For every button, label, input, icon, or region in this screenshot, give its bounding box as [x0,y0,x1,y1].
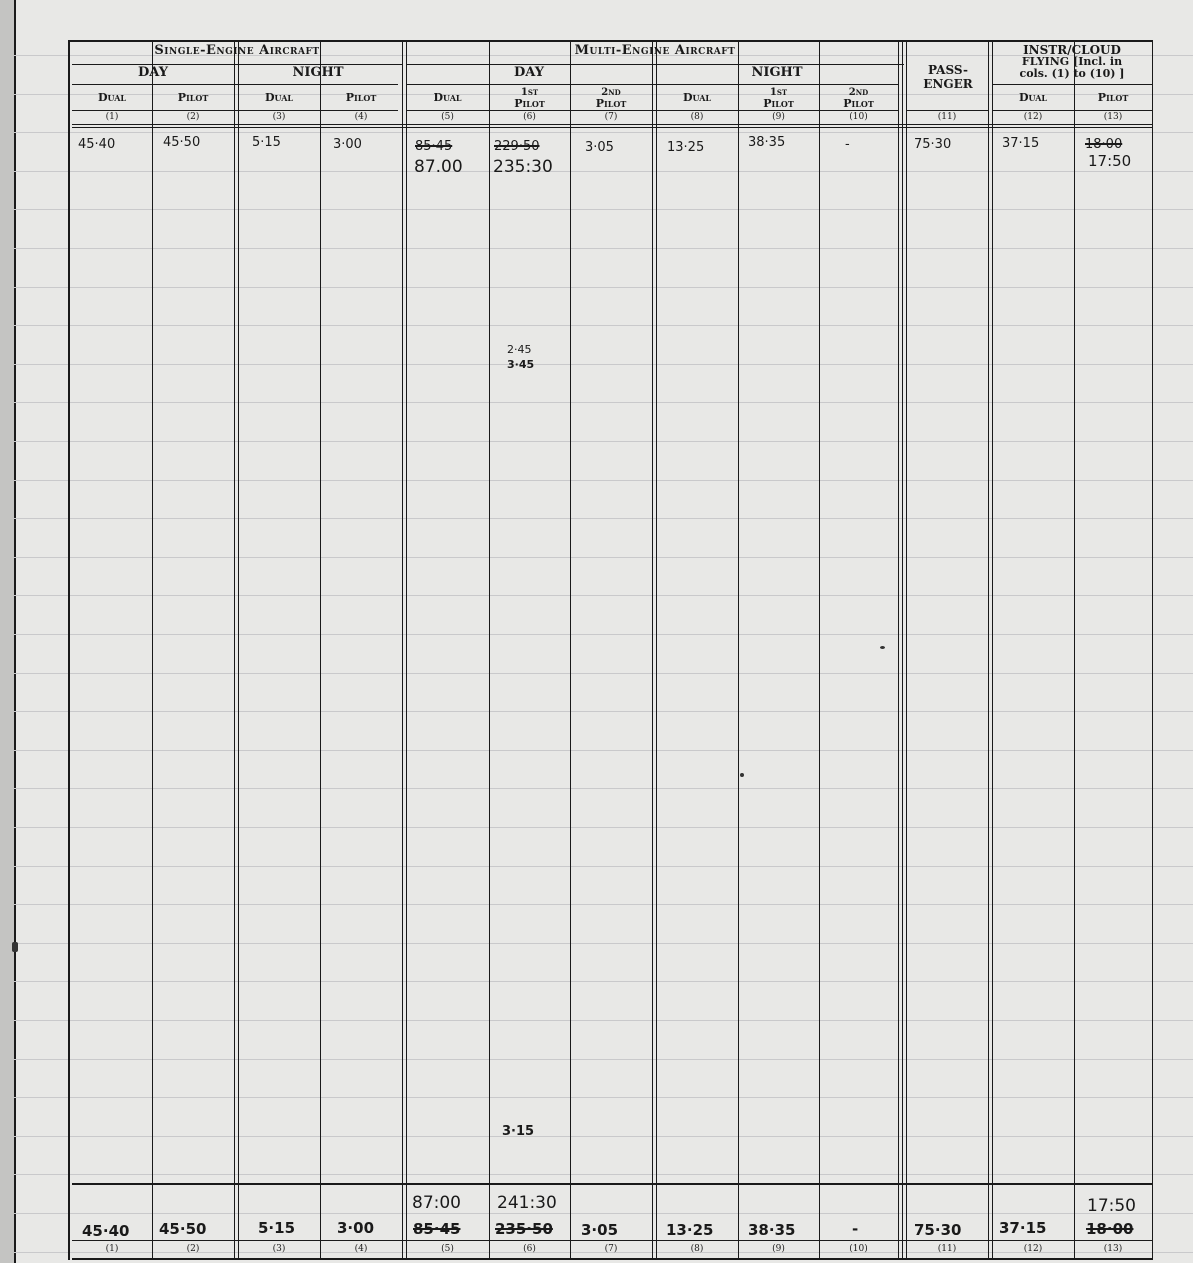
column-number-13: (13) [1103,112,1123,122]
total-c10: - [852,1220,859,1238]
column-number-5: (5) [441,112,454,122]
column-header-7: 2nd Pilot [595,87,627,110]
left-border [68,40,70,1260]
ruled-line [14,1174,1193,1175]
bf-c5-corrected: 87.00 [414,157,463,177]
bf-c5-struck: 85·45 [415,139,453,154]
ruled-line [14,518,1193,519]
single-engine-header: Single-Engine Aircraft [154,43,320,58]
column-rule [652,42,653,1260]
column-rule [819,42,820,1260]
ruled-line [14,634,1193,635]
column-rule [489,42,490,1260]
footer-number-1: (1) [105,1244,119,1254]
bf-c3: 5·15 [252,135,281,150]
ruled-line [14,171,1193,172]
column-number-11: (11) [937,112,957,122]
column-number-4: (4) [354,112,368,122]
footer-number-11: (11) [937,1244,957,1254]
bf-c12: 37·15 [1002,136,1040,151]
column-header-1: Dual [97,91,127,104]
se-night-header: NIGHT [292,65,344,80]
footer-number-12: (12) [1023,1244,1043,1254]
page-binding [0,0,16,1263]
entry-c6-b: 3·45 [507,358,535,371]
column-header-5: Dual [433,91,462,104]
passenger-header: PASS- ENGER [923,63,973,91]
column-rule [1152,42,1153,1260]
bf-c13-struck: 18·00 [1085,137,1123,152]
total-c13-struck: 18·00 [1086,1220,1134,1238]
total-c7: 3·05 [581,1221,619,1239]
ruled-line [14,904,1193,905]
column-rule [992,42,993,1260]
footer-number-9: (9) [772,1244,785,1254]
column-header-2: Pilot [177,91,209,104]
ruled-line [14,827,1193,828]
column-header-12: Dual [1018,91,1048,104]
column-number-8: (8) [690,112,704,122]
column-header-13: Pilot [1097,91,1129,104]
bf-c6-struck: 229·50 [494,139,540,154]
column-number-1: (1) [105,112,119,122]
column-rule [234,42,235,1260]
paper-speck [880,646,885,649]
ruled-line [14,711,1193,712]
entry-c6-a: 2·45 [507,343,532,356]
footer-number-3: (3) [272,1244,286,1254]
column-rule [238,42,239,1260]
column-header-10: 2nd Pilot [843,87,874,110]
footer-number-4: (4) [354,1244,368,1254]
rule-line [992,84,1152,85]
footer-number-7: (7) [604,1244,618,1254]
column-number-10: (10) [849,112,868,122]
total-c13-corrected: 17:50 [1087,1196,1136,1216]
total-c8: 13·25 [666,1221,714,1239]
column-header-8: Dual [682,91,712,104]
column-number-12: (12) [1023,112,1043,122]
ruled-line [14,1097,1193,1098]
me-day-header: DAY [514,65,544,80]
ruled-line [14,1213,1193,1214]
top-border [68,40,1153,42]
ruled-line [14,132,1193,133]
column-rule [902,42,903,1260]
instr-cloud-header: INSTR/CLOUD FLYING [Incl. in cols. (1) to (10) ] [1019,43,1125,80]
me-night-header: NIGHT [751,65,803,80]
column-rule [656,42,657,1260]
ruled-line [14,364,1193,365]
total-c3: 5·15 [258,1219,296,1237]
ruled-line [14,480,1193,481]
ruled-line [14,788,1193,789]
column-header-3: Dual [264,91,294,104]
footer-number-10: (10) [849,1244,868,1254]
ruled-line [14,248,1193,249]
paper-speck [740,773,744,777]
total-c2: 45·50 [159,1220,207,1238]
column-number-2: (2) [186,112,200,122]
bf-c9: 38·35 [748,135,786,150]
ruled-line [14,750,1193,751]
column-rule [898,42,899,1260]
bf-c6-corrected: 235:30 [493,157,553,177]
column-rule [406,42,407,1260]
total-c6-corrected: 241:30 [497,1193,557,1213]
ruled-line [14,1020,1193,1021]
column-number-3: (3) [272,112,286,122]
ruled-line [14,595,1193,596]
bf-c4: 3·00 [333,137,362,152]
ruled-line [14,866,1193,867]
ruled-line [14,441,1193,442]
rule-line [906,110,988,111]
ruled-line [14,943,1193,944]
bf-c2: 45·50 [163,135,201,150]
total-c5-struck: 85·45 [413,1220,461,1238]
bf-c10: - [845,137,850,152]
multi-engine-header: Multi-Engine Aircraft [574,43,736,58]
total-c6-struck: 235·50 [495,1220,553,1238]
bf-c11: 75·30 [914,137,952,152]
column-rule [320,42,321,1260]
total-c1: 45·40 [82,1222,130,1240]
footer-number-6: (6) [523,1244,536,1254]
total-c11: 75·30 [914,1221,962,1239]
total-c9: 38·35 [748,1221,796,1239]
total-c12: 37·15 [999,1219,1047,1237]
bf-c1: 45·40 [78,137,116,152]
column-rule [570,42,571,1260]
ruled-line [14,287,1193,288]
column-number-9: (9) [772,112,785,122]
column-rule [152,42,153,1260]
column-rule [906,42,907,1260]
footer-number-13: (13) [1103,1244,1123,1254]
total-c4: 3·00 [337,1219,375,1237]
column-rule [988,42,989,1260]
column-rule [1074,42,1075,1260]
bf-c7: 3·05 [585,140,614,155]
bf-c8: 13·25 [667,140,705,155]
bf-c13-corrected: 17:50 [1088,152,1132,170]
column-header-4: Pilot [345,91,377,104]
ruled-line [14,1136,1193,1137]
ruled-line [14,557,1193,558]
rule-line [72,84,398,85]
se-day-header: DAY [138,65,168,80]
column-number-6: (6) [523,112,536,122]
ruled-line [14,1059,1193,1060]
ruled-line [14,209,1193,210]
footer-number-5: (5) [441,1244,454,1254]
column-number-7: (7) [604,112,618,122]
column-rule [402,42,403,1260]
column-header-9: 1st Pilot [763,87,794,110]
ruled-line [14,981,1193,982]
ruled-line [14,402,1193,403]
column-rule [738,42,739,1260]
ruled-line [14,673,1193,674]
footer-number-8: (8) [690,1244,704,1254]
total-c5-corrected: 87:00 [412,1193,461,1213]
ruled-line [14,325,1193,326]
column-header-6: 1st Pilot [514,87,545,110]
footer-number-2: (2) [186,1244,200,1254]
paper-speck [12,942,18,952]
rule-line [992,110,1152,111]
rule-line [72,110,398,111]
entry-c6-c: 3·15 [502,1124,535,1139]
